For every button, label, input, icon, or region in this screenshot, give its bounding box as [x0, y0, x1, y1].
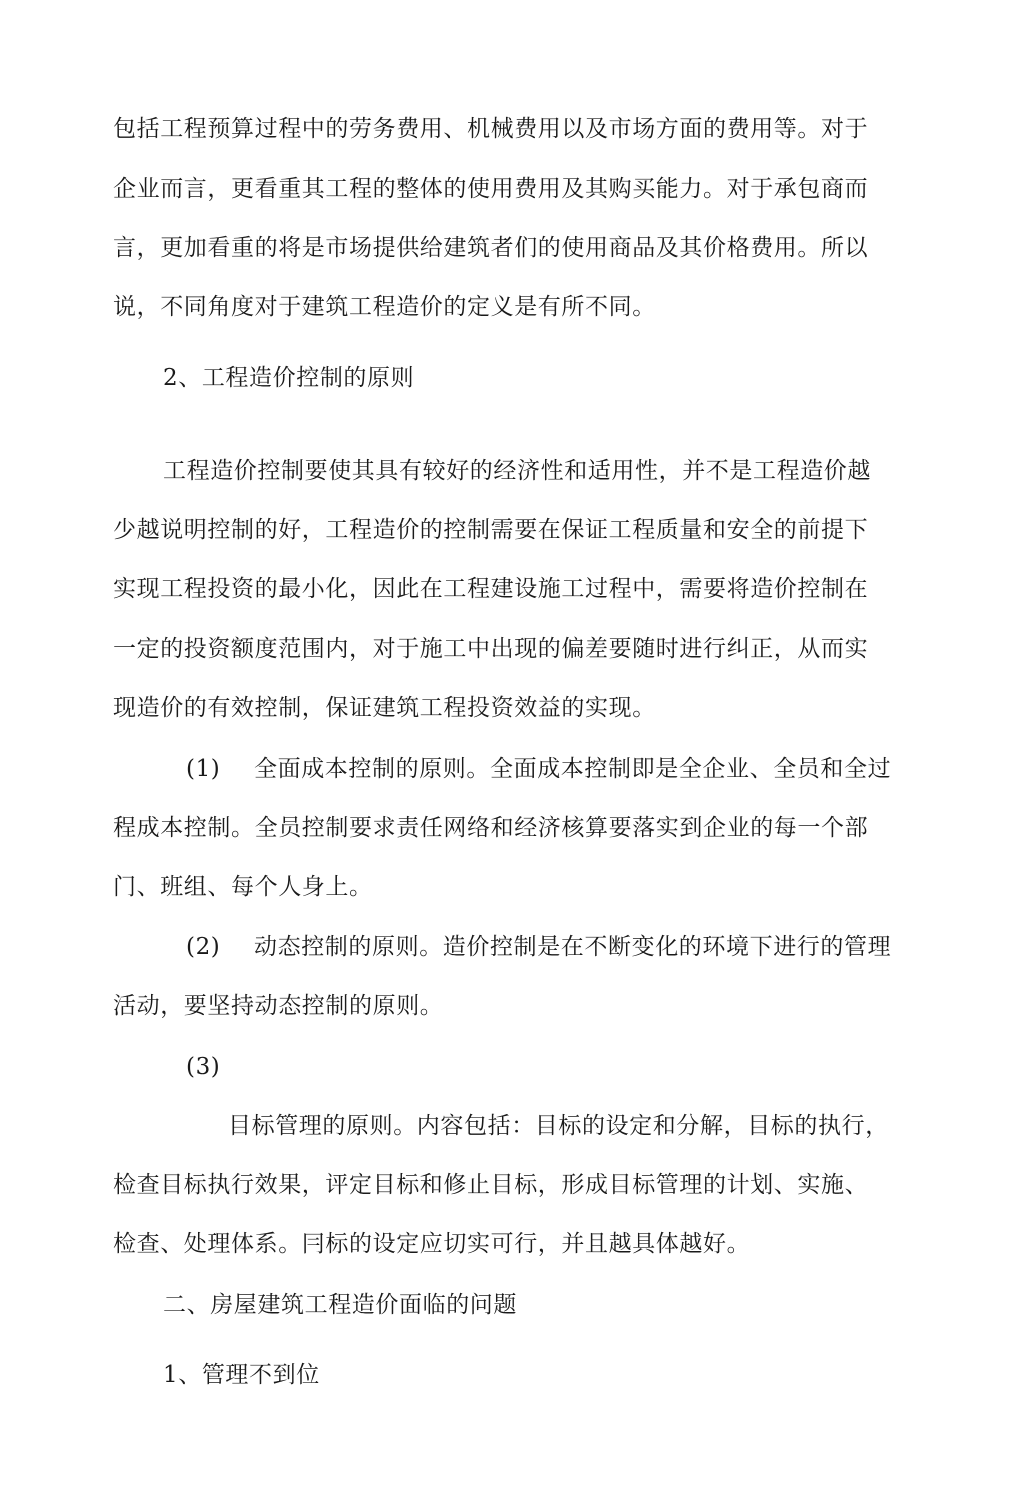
paragraph-1-line-4: 说，不同角度对于建筑工程造价的定义是有所不同。: [113, 294, 656, 320]
paragraph-2-line-3: 实现工程投资的最小化，因此在工程建设施工过程中，需要将造价控制在: [113, 576, 869, 602]
paragraph-1-line-2: 企业而言，更看重其工程的整体的使用费用及其购买能力。对于承包商而: [113, 176, 869, 202]
paragraph-2-line-5: 现造价的有效控制，保证建筑工程投资效益的实现。: [113, 695, 656, 721]
paragraph-1-line-1: 包括工程预算过程中的劳务费用、机械费用以及市场方面的费用等。对于: [113, 116, 869, 142]
section-heading-2: 2、工程造价控制的原则: [163, 365, 415, 391]
list-item-3-line-3: 检查、处理体系。冃标的设定应切实可行，并且越具体越好。: [113, 1231, 751, 1257]
list-item-3-line-2: 检查目标执行效果，评定目标和修止目标，形成目标管理的计划、实施、: [113, 1172, 869, 1198]
paragraph-2-line-1: 工程造价控制要使其具有较好的经济性和适用性，并不是工程造价越: [163, 458, 871, 484]
list-item-3-line-1: 目标管理的原则。内容包括：目标的设定和分解，目标的执行，: [228, 1113, 889, 1139]
list-item-2-line-1: [186, 932, 891, 962]
list-item-1-text: 全面成本控制的原则。全面成本控制即是全企业、全员和全过: [254, 756, 892, 782]
list-item-1-line-2: 程成本控制。全员控制要求责任网络和经济核算要落实到企业的每一个部: [113, 815, 869, 841]
list-item-2-text: 动态控制的原则。造价控制是在不断变化的环境下进行的管理: [254, 934, 892, 960]
paragraph-2-line-2: 少越说明控制的好，工程造价的控制需要在保证工程质量和安全的前提下: [113, 517, 869, 543]
list-item-2-line-2: 活动，要坚持动态控制的原则。: [113, 993, 444, 1019]
section-heading-two: 二、房屋建筑工程造价面临的问题: [163, 1292, 517, 1318]
list-item-1-number: (1): [186, 756, 221, 782]
list-item-3-number: (3): [186, 1054, 221, 1080]
paragraph-2-line-4: 一定的投资额度范围内，对于施工中出现的偏差要随时进行纠正，从而实: [113, 636, 869, 662]
subsection-heading-1: 1、管理不到位: [163, 1362, 320, 1388]
list-item-1-line-1: [186, 754, 891, 784]
list-item-2-number: (2): [186, 934, 221, 960]
list-item-1-line-3: 门、班组、每个人身上。: [113, 874, 373, 900]
paragraph-1-line-3: 言，更加看重的将是市场提供给建筑者们的使用商品及其价格费用。所以: [113, 235, 869, 261]
